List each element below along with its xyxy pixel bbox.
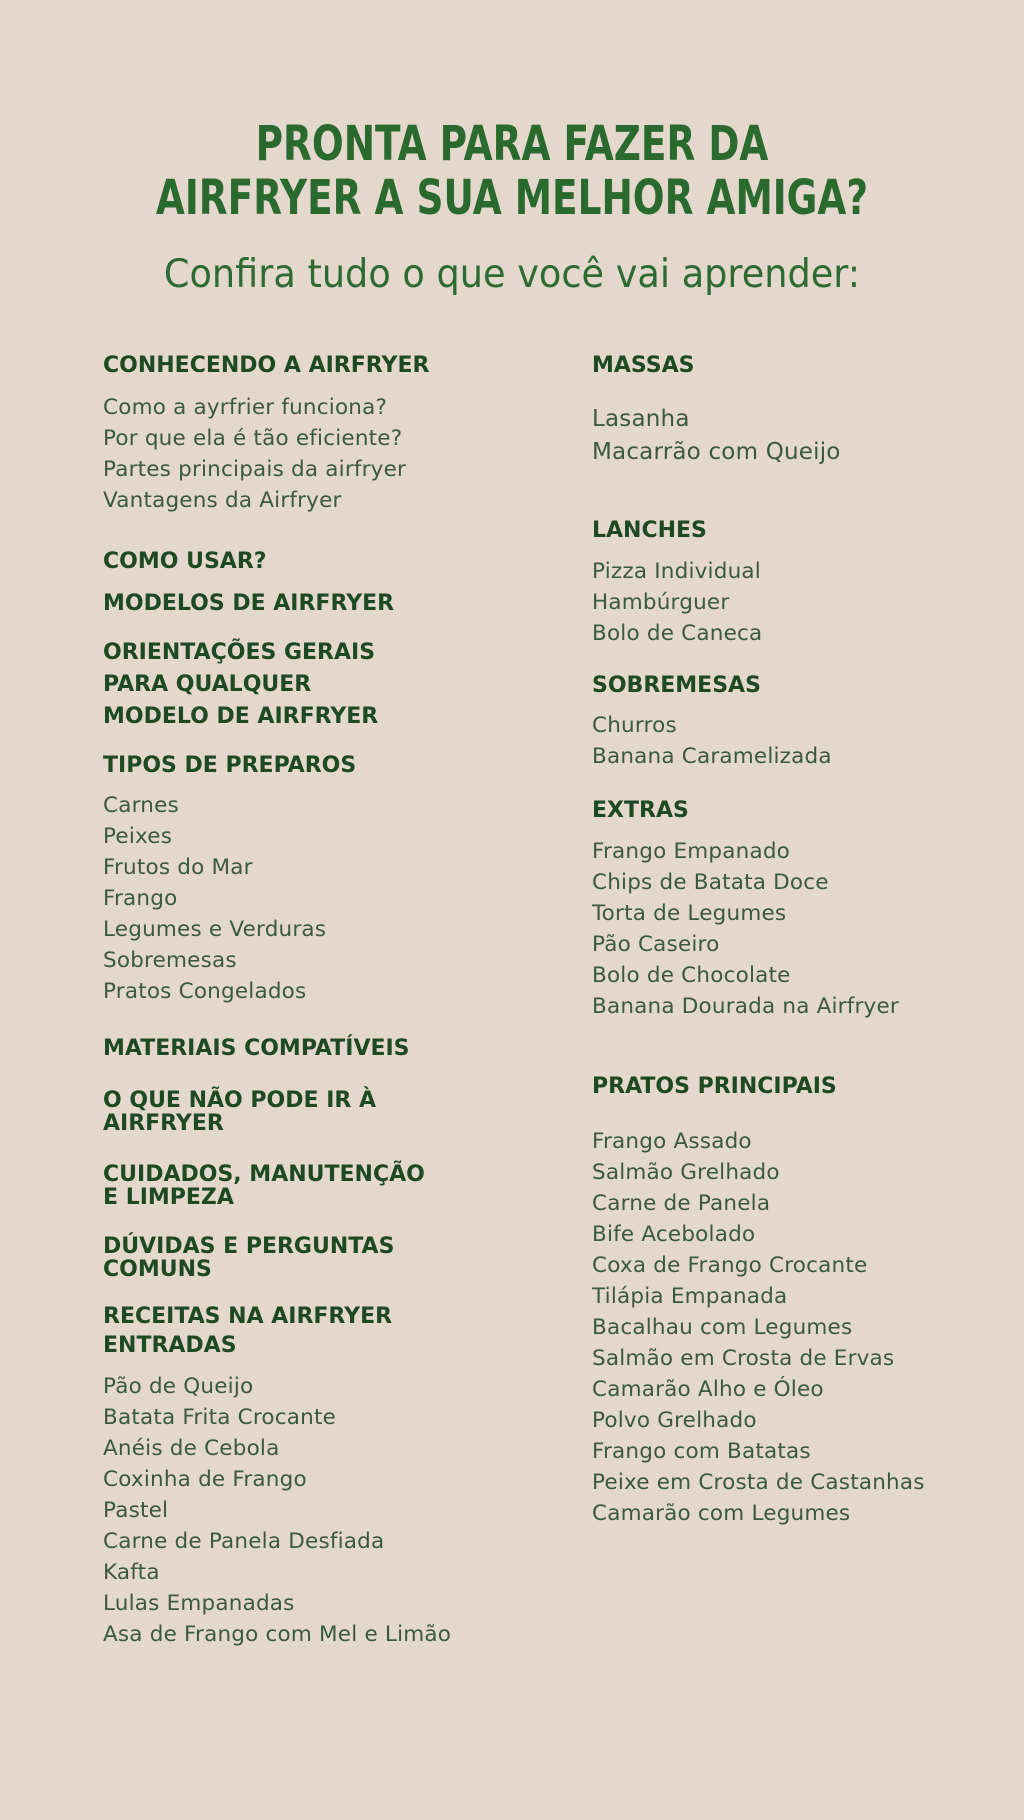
list-item: Salmão em Crosta de Ervas [592, 1346, 895, 1371]
list-sobremesas [592, 710, 832, 772]
section-heading-cuidados-1: CUIDADOS, MANUTENÇÃO [103, 1162, 425, 1187]
list-item: Pastel [103, 1498, 169, 1523]
section-heading-receitas-2: ENTRADAS [103, 1333, 237, 1358]
list-item: Anéis de Cebola [103, 1436, 280, 1461]
list-item: Lulas Empanadas [103, 1591, 295, 1616]
list-item: Bacalhau com Legumes [592, 1315, 853, 1340]
section-heading-nao-pode-1: O QUE NÃO PODE IR À [103, 1088, 377, 1113]
section-heading-tipos: TIPOS DE PREPAROS [103, 753, 357, 778]
section-heading-duvidas-2: COMUNS [103, 1257, 212, 1282]
list-pratos [592, 1126, 925, 1529]
list-item: Partes principais da airfryer [103, 457, 407, 482]
list-tipos [103, 790, 326, 1007]
list-massas [592, 403, 841, 469]
list-item: Carnes [103, 793, 179, 818]
section-heading-cuidados-2: E LIMPEZA [103, 1185, 234, 1210]
list-item: Carne de Panela [592, 1191, 771, 1216]
list-item: Pratos Congelados [103, 979, 307, 1004]
list-item: Legumes e Verduras [103, 917, 327, 942]
list-item: Hambúrguer [592, 590, 730, 615]
section-heading-duvidas-1: DÚVIDAS E PERGUNTAS [103, 1234, 395, 1259]
list-item: Salmão Grelhado [592, 1160, 780, 1185]
page-title-line-2: AIRFRYER A SUA MELHOR AMIGA? [155, 170, 869, 226]
list-item: Pão de Queijo [103, 1374, 254, 1399]
list-item: Peixes [103, 824, 173, 849]
section-heading-pratos: PRATOS PRINCIPAIS [592, 1074, 837, 1099]
list-item: Tilápia Empanada [592, 1284, 788, 1309]
list-extras [592, 836, 899, 1022]
list-item: Bife Acebolado [592, 1222, 756, 1247]
page-subtitle: Confira tudo o que você vai aprender: [163, 252, 861, 297]
section-heading-sobremesas: SOBREMESAS [592, 673, 761, 698]
section-heading-massas: MASSAS [592, 353, 695, 378]
section-heading-materiais: MATERIAIS COMPATÍVEIS [103, 1036, 410, 1061]
section-heading-lanches: LANCHES [592, 518, 707, 543]
section-heading-orientacoes-2: PARA QUALQUER [103, 672, 312, 697]
list-item: Frutos do Mar [103, 855, 253, 880]
list-item: Lasanha [592, 406, 690, 432]
list-item: Frango com Batatas [592, 1439, 811, 1464]
section-heading-orientacoes-1: ORIENTAÇÕES GERAIS [103, 640, 376, 665]
page-title-line-1: PRONTA PARA FAZER DA [255, 116, 769, 172]
list-item: Polvo Grelhado [592, 1408, 757, 1433]
list-item: Kafta [103, 1560, 160, 1585]
list-item: Como a ayrfrier funciona? [103, 395, 388, 420]
list-item: Banana Caramelizada [592, 744, 832, 769]
list-item: Camarão com Legumes [592, 1501, 851, 1526]
section-heading-orientacoes-3: MODELO DE AIRFRYER [103, 704, 379, 729]
section-heading-extras: EXTRAS [592, 798, 689, 823]
list-item: Peixe em Crosta de Castanhas [592, 1470, 925, 1495]
list-item: Carne de Panela Desfiada [103, 1529, 385, 1554]
list-item: Torta de Legumes [592, 901, 787, 926]
section-heading-conhecendo: CONHECENDO A AIRFRYER [103, 353, 430, 378]
list-item: Pão Caseiro [592, 932, 720, 957]
list-item: Macarrão com Queijo [592, 439, 841, 465]
section-heading-nao-pode-2: AIRFRYER [103, 1111, 224, 1136]
list-lanches [592, 556, 762, 649]
list-item: Frango Assado [592, 1129, 752, 1154]
list-item: Sobremesas [103, 948, 237, 973]
list-item: Bolo de Caneca [592, 621, 763, 646]
list-item: Frango Empanado [592, 839, 791, 864]
section-heading-receitas-1: RECEITAS NA AIRFRYER [103, 1304, 393, 1329]
section-heading-como-usar: COMO USAR? [103, 549, 267, 574]
list-item: Banana Dourada na Airfryer [592, 994, 899, 1019]
list-item: Frango [103, 886, 178, 911]
list-item: Coxinha de Frango [103, 1467, 307, 1492]
list-item: Coxa de Frango Crocante [592, 1253, 868, 1278]
list-receitas [103, 1371, 451, 1650]
list-item: Churros [592, 713, 677, 738]
list-item: Pizza Individual [592, 559, 761, 584]
list-item: Bolo de Chocolate [592, 963, 791, 988]
list-item: Asa de Frango com Mel e Limão [103, 1622, 452, 1647]
list-item: Camarão Alho e Óleo [592, 1377, 824, 1402]
list-item: Batata Frita Crocante [103, 1405, 337, 1430]
list-item: Vantagens da Airfryer [103, 488, 342, 513]
list-item: Por que ela é tão eficiente? [103, 426, 403, 451]
list-item: Chips de Batata Doce [592, 870, 829, 895]
section-heading-modelos: MODELOS DE AIRFRYER [103, 591, 395, 616]
list-conhecendo [103, 392, 406, 516]
